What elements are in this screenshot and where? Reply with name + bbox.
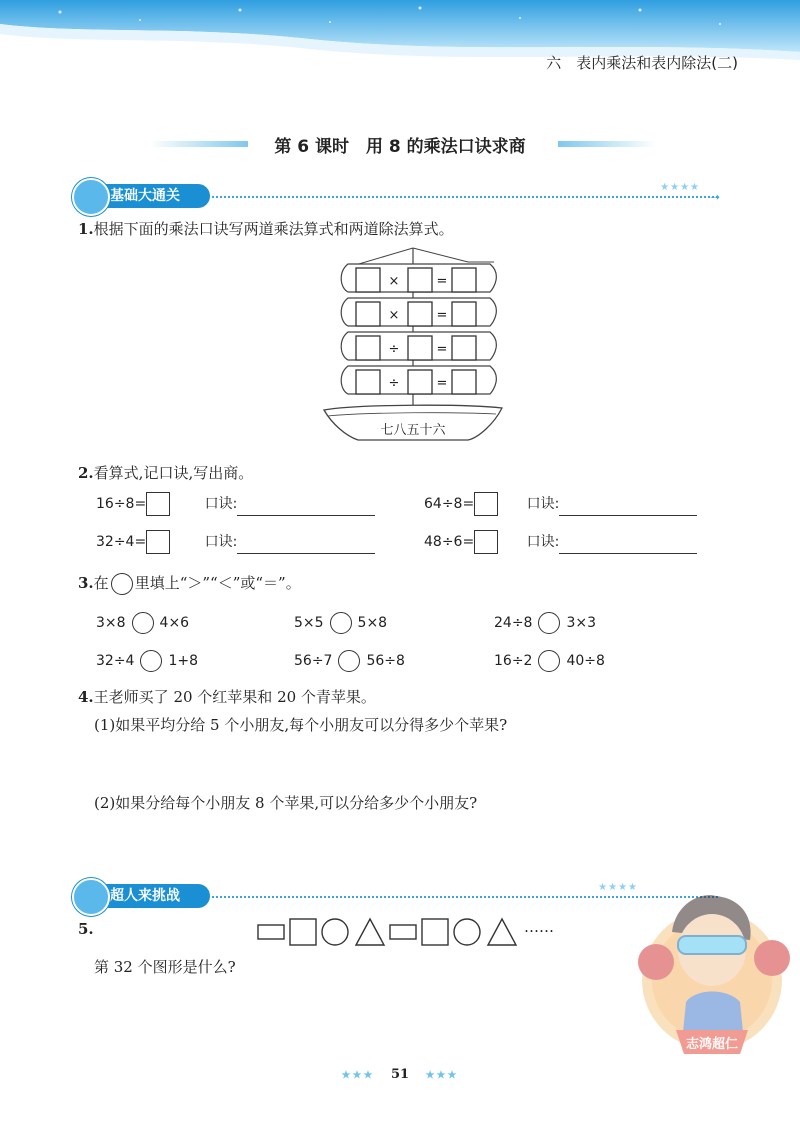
circle-shape: [322, 919, 348, 945]
q2-expr-2: 64÷8=: [424, 496, 475, 512]
lesson-title-row: [0, 126, 800, 160]
q3-left-2: 5×5: [294, 615, 324, 631]
q2-rhyme-label-4: 口诀:: [526, 534, 560, 550]
triangle-shape: [488, 919, 516, 945]
q2-item-4: [424, 530, 697, 554]
rectangle-shape: [390, 925, 416, 939]
q2-rhyme-label-3: 口诀:: [204, 534, 238, 550]
q3-left-1: 3×8: [96, 615, 126, 631]
q3-left-4: 32÷4: [96, 653, 135, 669]
q3-left-5: 56÷7: [294, 653, 333, 669]
q2-expr-1: 16÷8=: [96, 496, 147, 512]
q4-sub2: (2)如果分给每个小朋友 8 个苹果,可以分给多少个小朋友?: [94, 794, 478, 812]
q2-rhyme-line-1[interactable]: [237, 497, 375, 516]
square-shape: [290, 919, 316, 945]
q3-right-6: 40÷8: [566, 653, 605, 669]
q3-compare-circle-1[interactable]: [132, 612, 154, 634]
q5-question: 第 32 个图形是什么?: [94, 958, 236, 976]
q1-prompt: [78, 218, 454, 239]
section-label-challenge: 超人来挑战: [78, 884, 210, 908]
star-badge-icon: [72, 178, 110, 216]
q2-expr-4: 48÷6=: [424, 534, 475, 550]
ufo-badge-icon: [72, 878, 110, 916]
q5-ellipsis: ……: [524, 918, 554, 936]
q3-compare-circle-5[interactable]: [338, 650, 360, 672]
q3-compare-circle-4[interactable]: [140, 650, 162, 672]
q3-left-3: 24÷8: [494, 615, 533, 631]
rectangle-shape: [258, 925, 284, 939]
q3-right-3: 3×3: [566, 615, 596, 631]
q3-compare-circle-6[interactable]: [538, 650, 560, 672]
q2-expr-3: 32÷4=: [96, 534, 147, 550]
q5-number: 5.: [78, 920, 94, 938]
q1-op-4: ÷: [388, 376, 400, 391]
q3-right-5: 56÷8: [366, 653, 405, 669]
lesson-title: 第 6 课时 用 8 的乘法口诀求商: [274, 137, 526, 157]
q3-compare-circle-2[interactable]: [330, 612, 352, 634]
q4-number: 4.: [78, 688, 94, 706]
q1-eq-4: =: [436, 376, 448, 391]
q1-op-1: ×: [388, 274, 400, 289]
page-number: 51: [390, 1067, 410, 1082]
q2-item-1: [96, 492, 375, 516]
q3-pair-1: [96, 612, 189, 634]
q3-prompt: [78, 572, 301, 595]
shape-sequence: [256, 916, 524, 948]
header-wave-decoration: [0, 0, 800, 100]
q2-prompt: [78, 462, 253, 483]
q1-eq-2: =: [436, 308, 448, 323]
q3-right-1: 4×6: [159, 615, 190, 631]
q4-sub1: (1)如果平均分给 5 个小朋友,每个小朋友可以分得多少个苹果?: [94, 716, 508, 734]
square-shape: [422, 919, 448, 945]
q2-answer-box-1[interactable]: [146, 492, 170, 516]
q2-rhyme-line-3[interactable]: [237, 535, 375, 554]
section-header-basic: [78, 182, 718, 212]
q3-pair-4: [96, 650, 198, 672]
q2-answer-box-3[interactable]: [146, 530, 170, 554]
mascot-badge-text: 志鸿超仁: [685, 1037, 739, 1052]
q3-right-2: 5×8: [357, 615, 388, 631]
sailboat-diagram: [318, 244, 508, 444]
q2-item-2: [424, 492, 697, 516]
q1-text: 根据下面的乘法口诀写两道乘法算式和两道除法算式。: [93, 220, 454, 238]
q2-item-3: [96, 530, 375, 554]
q3-prefix: 在: [93, 574, 109, 592]
q1-op-2: ×: [388, 308, 400, 323]
q3-left-6: 16÷2: [494, 653, 533, 669]
q3-right-4: 1+8: [168, 653, 198, 669]
q1-op-3: ÷: [388, 342, 400, 357]
section-stars-icon: ★★★★: [598, 882, 638, 893]
q3-pair-5: [294, 650, 405, 672]
section-stars-icon: ★★★★: [660, 182, 700, 193]
q2-answer-box-4[interactable]: [474, 530, 498, 554]
q2-answer-box-2[interactable]: [474, 492, 498, 516]
q2-rhyme-line-2[interactable]: [559, 497, 697, 516]
page-stars-left-icon: ★★★: [341, 1070, 375, 1081]
q2-text: 看算式,记口诀,写出商。: [93, 464, 254, 482]
q1-number: 1.: [78, 220, 94, 238]
q3-pair-3: [494, 612, 596, 634]
q4-text: 王老师买了 20 个红苹果和 20 个青苹果。: [93, 688, 376, 706]
section-label-basic: 基础大通关: [78, 184, 210, 208]
q1-rhyme: 七八五十六: [380, 423, 446, 438]
circle-shape: [454, 919, 480, 945]
circle-icon: [111, 573, 133, 595]
q1-eq-1: =: [436, 274, 448, 289]
q3-pair-2: [294, 612, 387, 634]
superhero-mascot-illustration: [616, 862, 800, 1076]
chapter-heading: 六 表内乘法和表内除法(二): [546, 54, 738, 72]
q2-rhyme-label-2: 口诀:: [526, 496, 560, 512]
q2-rhyme-label-1: 口诀:: [204, 496, 238, 512]
page-stars-right-icon: ★★★: [425, 1070, 459, 1081]
arrow-right-icon: ➝: [709, 190, 720, 204]
q1-eq-3: =: [436, 342, 448, 357]
page-number-row: [0, 1067, 800, 1082]
section-dotted-line: [212, 196, 718, 198]
q3-pair-6: [494, 650, 605, 672]
q3-number: 3.: [78, 574, 94, 592]
q2-rhyme-line-4[interactable]: [559, 535, 697, 554]
q2-number: 2.: [78, 464, 94, 482]
q3-suffix: 里填上“＞”“＜”或“＝”。: [134, 574, 301, 592]
triangle-shape: [356, 919, 384, 945]
q3-compare-circle-3[interactable]: [538, 612, 560, 634]
q4-prompt: [78, 686, 376, 707]
